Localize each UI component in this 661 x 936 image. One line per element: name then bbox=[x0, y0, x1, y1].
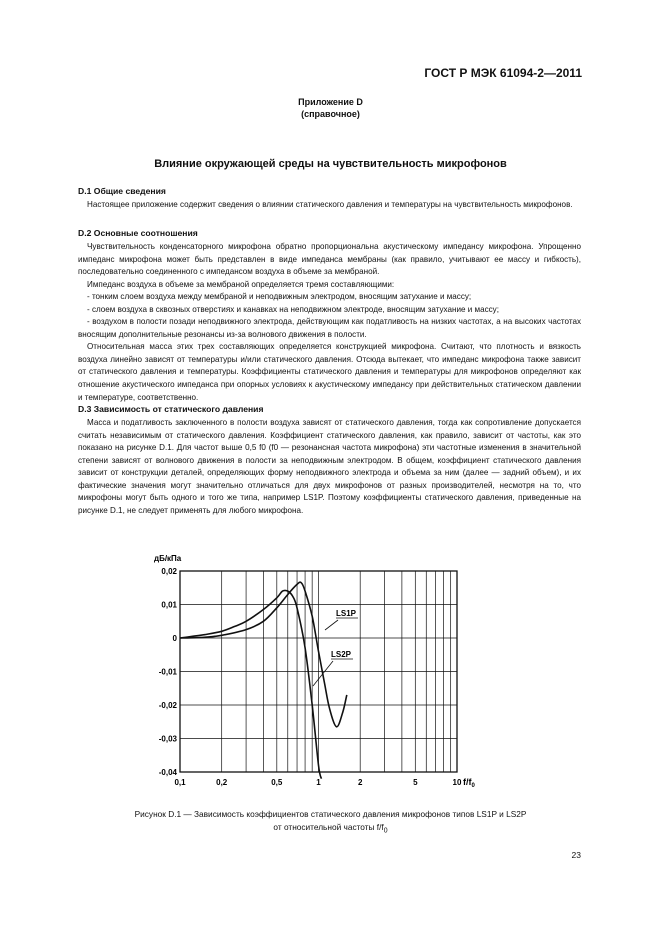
figure-d1-chart bbox=[150, 548, 490, 793]
x-tick-label: 2 bbox=[357, 778, 363, 787]
series-line-ls2p bbox=[180, 590, 321, 778]
y-tick-label: -0,01 bbox=[158, 667, 177, 677]
x-tick-label: 0,2 bbox=[216, 778, 228, 787]
x-tick-label: 0,5 bbox=[271, 778, 283, 787]
list-item: - тонким слоем воздуха между мембраной и неподвижным электродом, вносящим затухание и массу; bbox=[87, 292, 472, 302]
y-tick-label: -0,02 bbox=[158, 701, 177, 710]
chart-grid bbox=[180, 571, 457, 772]
series-label-ls1p: LS1P bbox=[336, 609, 357, 618]
x-tick-label: 10 bbox=[452, 778, 462, 787]
chart-tick-labels bbox=[159, 567, 462, 787]
x-axis-label: $f/f_0$ bbox=[463, 777, 475, 789]
appendix-title: Приложение D bbox=[298, 97, 363, 107]
figure-caption-line-1: Рисунок D.1 — Зависимость коэффициентов статического давления микрофонов типов LS1P и LS2P bbox=[134, 809, 527, 819]
series-label-leader bbox=[325, 620, 338, 630]
figure-caption-line-2: от относительной частоты $f/f_0$ bbox=[273, 822, 388, 835]
x-tick-label: 0,1 bbox=[174, 778, 186, 787]
paragraph: Импеданс воздуха в объеме за мембраной определяется тремя составляющими: bbox=[87, 279, 395, 289]
section-heading-d3: D.3 Зависимость от статического давления bbox=[78, 404, 264, 414]
standard-header: ГОСТ Р МЭК 61094-2—2011 bbox=[424, 66, 582, 80]
subscript: 0 bbox=[383, 827, 388, 835]
x-tick-label: 5 bbox=[413, 778, 418, 787]
series-label-ls2p: LS2P bbox=[331, 650, 352, 659]
y-axis-label: дБ/кПа bbox=[154, 554, 182, 563]
section-heading-d1: D.1 Общие сведения bbox=[78, 186, 166, 196]
y-tick-label: -0,03 bbox=[158, 734, 177, 744]
page-number: 23 bbox=[571, 850, 581, 860]
x-tick-label: 1 bbox=[316, 778, 321, 787]
paragraph: Чувствительность конденсаторного микрофона обратно пропорциональна акустическому импедансу микрофона. Упрощенно импеданс микрофона может быть представлен в виде импеданса мембраны (как правило, учитывают ее массу и гибкость), последовательно соединенного с импедансом воздуха в объеме за мембраной. bbox=[78, 242, 581, 277]
y-tick-label: 0,02 bbox=[161, 567, 177, 576]
chart-series bbox=[180, 582, 358, 778]
section-heading-d2: D.2 Основные соотношения bbox=[78, 228, 198, 238]
appendix-subtitle: (справочное) bbox=[301, 109, 360, 119]
series-label-leader bbox=[313, 661, 333, 686]
document-title: Влияние окружающей среды на чувствительность микрофонов bbox=[154, 158, 507, 170]
paragraph: Относительная масса этих трех составляющих определяется конструкцией микрофона. Считают, что плотность и вязкость воздуха линейно зависят от температуры и/или статического давления. Отсюда вытекает, что импеданс микрофона также зависит от статического давления и температуры. Коэффициенты статического давления и температуры для микрофонов определяют как отношение акустического импеданса при опорных условиях к акустическому импедансу при действительных статическом давлении и температуре, соответственно. bbox=[78, 342, 581, 402]
paragraph: Масса и податливость заключенного в полости воздуха зависят от статического давления, тогда как сопротивление допускается считать независимым от статического давления. Коэффициент статического давления, как правило, зависит от частоты, как это показано на рисунке D.1. Для частот выше 0,5 f0 (f0 — резонансная частота микрофона) эти частотные изменения в значительной степени зависят от волнового движения в полости за неподвижным электродом. В общем, коэффициент статического давления зависит от конструкции деталей, определяющих форму неподвижного электрода и объема за ним (далее — задний объем), и их фактические значения могут значительно отличаться для двух микрофонов от разных производителей, несмотря на то, что микрофоны могут быть одного и того же типа, например LS1P. Поэтому коэффициенты статического давления, приведенные на рисунке D.1, не следует применять для любого микрофона. bbox=[78, 418, 581, 515]
section-d2-text bbox=[78, 241, 581, 404]
paragraph: Настоящее приложение содержит сведения о влиянии статического давления и температуры на чувствительность микрофонов. bbox=[87, 200, 573, 209]
y-tick-label: -0,04 bbox=[158, 768, 177, 777]
y-tick-label: 0,01 bbox=[161, 600, 177, 610]
section-d3-text bbox=[78, 417, 581, 517]
list-item: - воздухом в полости позади неподвижного электрода, действующим как податливость на низких частотах, а на высоких частотах вносящим дополнительные резонансы из-за волнового движения в полости. bbox=[78, 317, 581, 339]
list-item: - слоем воздуха в сквозных отверстиях и канавках на неподвижном электроде, вносящим затухание и массу; bbox=[87, 304, 499, 314]
y-tick-label: 0 bbox=[172, 634, 177, 643]
section-d1-text bbox=[78, 199, 581, 212]
